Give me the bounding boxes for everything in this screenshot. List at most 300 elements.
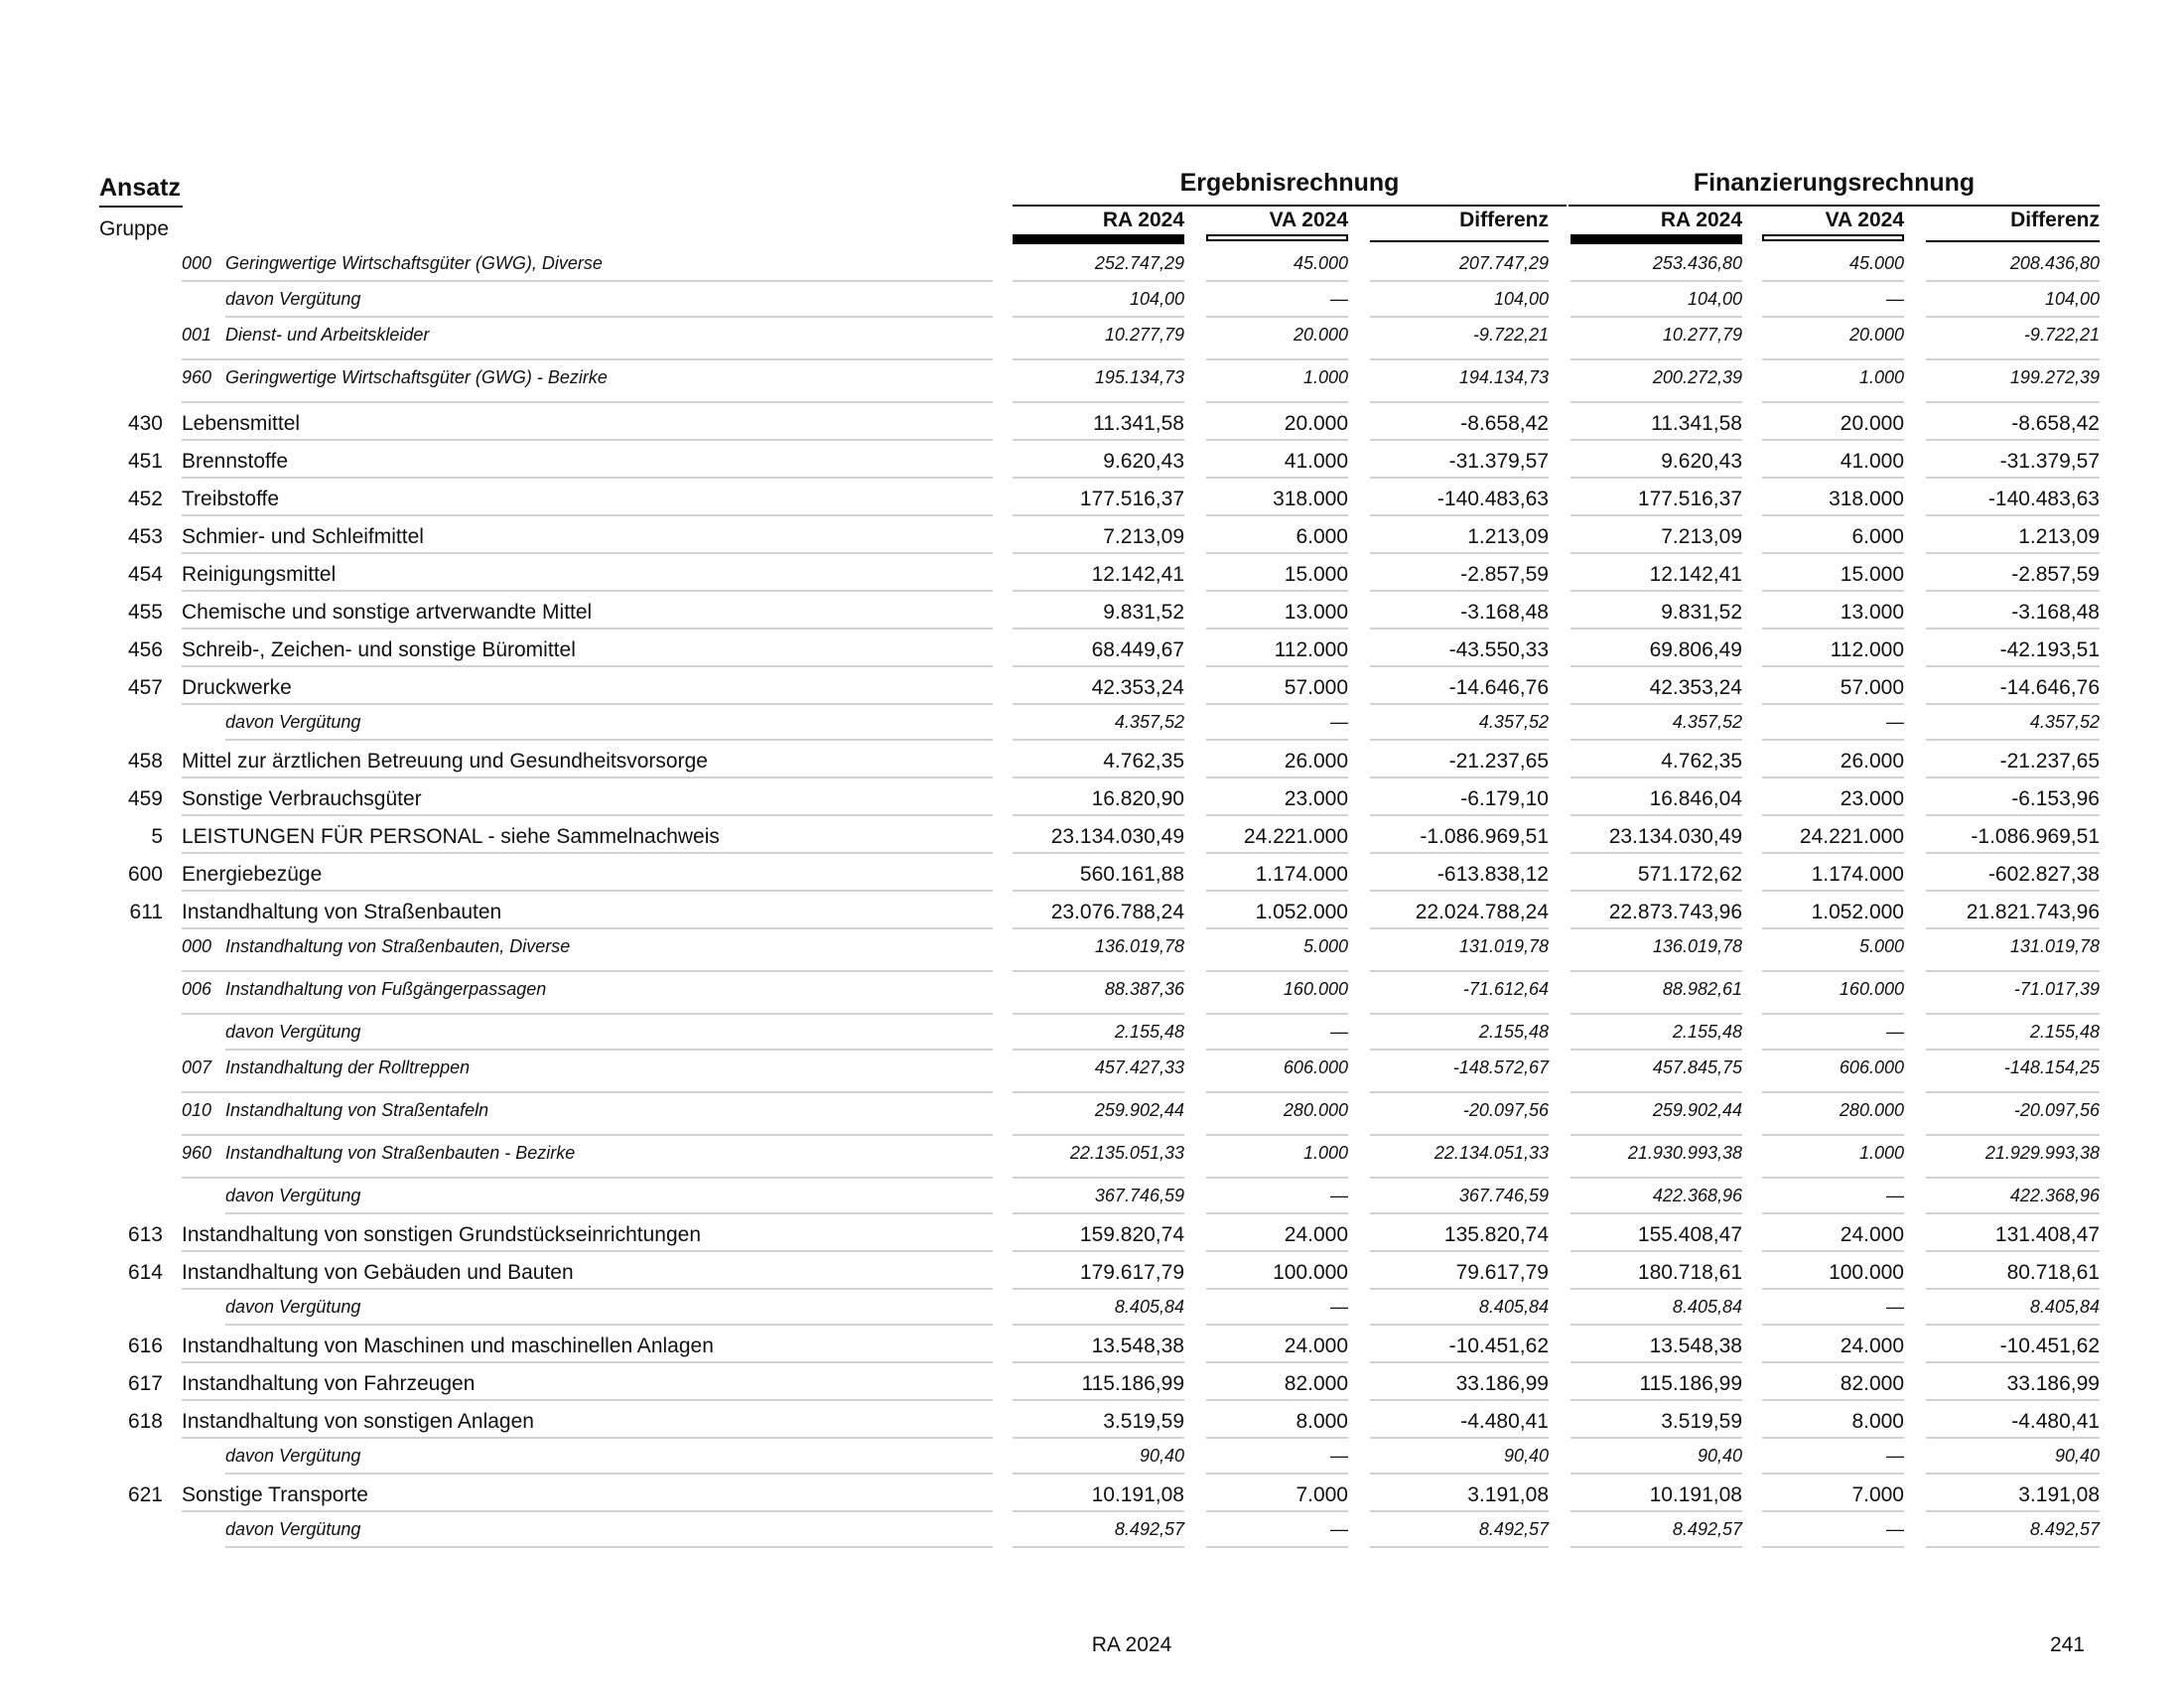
value-cell: 2.155,48 [1478,1022,1549,1042]
value-cell: -6.153,96 [2011,787,2100,810]
value-cell: 68.449,67 [1091,638,1184,661]
row-rule [225,1212,993,1214]
cell-rule [1206,1437,1348,1439]
row-code: 960 [182,367,212,387]
ra-column-marker-solid [1013,234,1184,244]
value-cell: -602.827,38 [1987,863,2100,886]
row-rule [225,1546,993,1548]
value-cell: 1.000 [1302,367,1348,387]
value-cell: 280.000 [1839,1100,1904,1120]
value-cell: 5.000 [1858,936,1904,956]
value-cell: 3.191,08 [2018,1483,2100,1506]
cell-rule [1206,514,1348,516]
value-cell: 318.000 [1829,488,1904,510]
value-cell: 69.806,49 [1649,638,1742,661]
value-cell: -3.168,48 [1460,601,1549,624]
value-cell: 42.353,24 [1649,676,1742,699]
cell-rule [1013,703,1184,705]
cell-rule [1013,1049,1184,1051]
row-code: 5 [151,825,163,848]
row-rule [182,477,993,479]
cell-rule [1926,628,2100,630]
va-column-marker-hollow [1206,234,1348,241]
value-cell: 82.000 [1840,1372,1904,1395]
row-rule [182,552,993,554]
value-cell: 200.272,39 [1652,367,1742,387]
value-cell: 7.213,09 [1661,525,1742,548]
value-cell: 23.000 [1284,787,1348,810]
value-cell: 367.746,59 [1458,1186,1549,1205]
value-cell: 8.405,84 [1672,1297,1742,1317]
col-header-ergebnis-differenz: Differenz [1459,209,1549,231]
value-cell: 208.436,80 [2009,253,2100,273]
cell-rule [1762,1134,1904,1136]
table-subrow [0,1017,2184,1053]
cell-rule [1370,477,1549,479]
cell-rule [1013,814,1184,816]
value-cell: 10.191,08 [1091,1483,1184,1506]
cell-rule [1762,890,1904,892]
value-cell: -1.086.969,51 [1420,825,1549,848]
cell-rule [1370,1361,1549,1363]
cell-rule [1370,514,1549,516]
value-cell: 1.174.000 [1255,863,1348,886]
value-cell: 195.134,73 [1094,367,1184,387]
cell-rule [1926,1134,2100,1136]
cell-rule [1206,439,1348,441]
row-label: Instandhaltung von Straßentafeln [225,1100,489,1120]
cell-rule [1570,590,1742,592]
table-row [0,556,2184,594]
ansatz-heading: Ansatz [99,174,181,202]
row-label: Sonstige Verbrauchsgüter [182,787,422,810]
value-cell: 606.000 [1283,1057,1348,1077]
differenz-column-marker-line [1926,240,2100,242]
value-cell: 57.000 [1284,676,1348,699]
row-code: 456 [127,638,163,661]
cell-rule [1926,1250,2100,1252]
value-cell: — [1330,1186,1348,1205]
value-cell: 3.519,59 [1103,1410,1184,1433]
value-cell: -6.179,10 [1460,787,1549,810]
value-cell: 6.000 [1296,525,1348,548]
cell-rule [1762,665,1904,667]
value-cell: -8.658,42 [1460,412,1549,435]
value-cell: 90,40 [2054,1446,2100,1466]
row-rule [182,852,993,854]
cell-rule [1926,1437,2100,1439]
row-label: Sonstige Transporte [182,1483,368,1506]
cell-rule [1570,1134,1742,1136]
cell-rule [1570,1510,1742,1512]
cell-rule [1370,1510,1549,1512]
cell-rule [1013,280,1184,282]
cell-rule [1762,439,1904,441]
cell-rule [1206,1177,1348,1179]
row-rule [182,1288,993,1290]
cell-rule [1926,814,2100,816]
cell-rule [1570,358,1742,360]
row-code: 457 [127,676,163,699]
value-cell: -10.451,62 [1999,1335,2100,1357]
row-rule [182,1361,993,1363]
row-rule [182,814,993,816]
row-label: Chemische und sonstige artverwandte Mittel [182,601,593,624]
cell-rule [1570,552,1742,554]
cell-rule [1013,970,1184,972]
cell-rule [1206,1134,1348,1136]
value-cell: — [1886,1022,1904,1042]
value-cell: -9.722,21 [1472,325,1549,345]
cell-rule [1013,1212,1184,1214]
cell-rule [1370,890,1549,892]
value-cell: 179.617,79 [1079,1261,1184,1284]
cell-rule [1762,1437,1904,1439]
table-row [0,856,2184,894]
cell-rule [1762,1361,1904,1363]
row-rule [182,665,993,667]
row-rule [182,628,993,630]
row-label: Geringwertige Wirtschaftsgüter (GWG) - Bezirke [225,367,608,387]
cell-rule [1570,514,1742,516]
row-code: 600 [127,863,163,886]
value-cell: -613.838,12 [1436,863,1549,886]
value-cell: 7.213,09 [1103,525,1184,548]
col-header-ergebnis-va-2024: VA 2024 [1269,209,1348,231]
value-cell: 9.831,52 [1661,601,1742,624]
value-cell: 22.873.743,96 [1608,901,1742,923]
row-code: 459 [127,787,163,810]
value-cell: — [1330,1446,1348,1466]
table-row [0,518,2184,556]
value-cell: — [1886,1186,1904,1205]
row-code: 451 [127,450,163,473]
cell-rule [1206,1399,1348,1401]
table-row [0,443,2184,481]
value-cell: 160.000 [1283,979,1348,999]
value-cell: 8.492,57 [1478,1519,1549,1539]
cell-rule [1013,1134,1184,1136]
value-cell: 11.341,58 [1651,412,1742,435]
row-code: 616 [127,1335,163,1357]
value-cell: 160.000 [1839,979,1904,999]
cell-rule [1206,316,1348,318]
cell-rule [1926,280,2100,282]
cell-rule [1013,1013,1184,1015]
cell-rule [1370,1091,1549,1093]
value-cell: 82.000 [1284,1372,1348,1395]
finanzierungsrechnung-rule [1569,205,2100,207]
value-cell: -20.097,56 [2013,1100,2100,1120]
value-cell: 15.000 [1840,563,1904,586]
cell-rule [1926,1510,2100,1512]
cell-rule [1206,927,1348,929]
cell-rule [1926,665,2100,667]
value-cell: -20.097,56 [1462,1100,1549,1120]
cell-rule [1206,1049,1348,1051]
value-cell: 42.353,24 [1091,676,1184,699]
row-rule [182,703,993,705]
row-label: Lebensmittel [182,412,301,435]
value-cell: 4.357,52 [2029,712,2100,732]
value-cell: 252.747,29 [1094,253,1184,273]
cell-rule [1762,358,1904,360]
cell-rule [1570,439,1742,441]
value-cell: -14.646,76 [1448,676,1549,699]
cell-rule [1370,739,1549,741]
row-label: davon Vergütung [225,1519,361,1539]
cell-rule [1206,1091,1348,1093]
cell-rule [1370,703,1549,705]
cell-rule [1570,1288,1742,1290]
table-row [0,1328,2184,1365]
row-rule [182,1177,993,1179]
value-cell: 280.000 [1283,1100,1348,1120]
value-cell: -21.237,65 [1999,750,2100,773]
value-cell: 422.368,96 [2009,1186,2100,1205]
value-cell: 194.134,73 [1458,367,1549,387]
cell-rule [1370,628,1549,630]
row-code: 621 [127,1483,163,1506]
value-cell: 104,00 [2044,289,2100,309]
row-label: Instandhaltung von Straßenbauten - Bezirke [225,1143,576,1163]
cell-rule [1013,1324,1184,1326]
value-cell: -4.480,41 [1460,1410,1549,1433]
row-code: 001 [182,325,212,345]
cell-rule [1370,1324,1549,1326]
cell-rule [1926,927,2100,929]
table-subrow [0,1514,2184,1550]
row-rule [182,1250,993,1252]
cell-rule [1926,1212,2100,1214]
value-cell: -31.379,57 [1448,450,1549,473]
value-cell: 606.000 [1839,1057,1904,1077]
row-label: davon Vergütung [225,289,361,309]
cell-rule [1926,1546,2100,1548]
cell-rule [1206,1546,1348,1548]
value-cell: 8.000 [1851,1410,1904,1433]
cell-rule [1926,477,2100,479]
row-label: davon Vergütung [225,1297,361,1317]
row-code: 458 [127,750,163,773]
value-cell: -9.722,21 [2023,325,2100,345]
cell-rule [1370,552,1549,554]
cell-rule [1570,1091,1742,1093]
value-cell: 3.519,59 [1661,1410,1742,1433]
cell-rule [1370,1399,1549,1401]
cell-rule [1013,776,1184,778]
cell-rule [1926,514,2100,516]
row-rule [182,1437,993,1439]
cell-rule [1762,814,1904,816]
cell-rule [1926,316,2100,318]
table-row [0,594,2184,632]
value-cell: -10.451,62 [1448,1335,1549,1357]
cell-rule [1013,1399,1184,1401]
table-row [0,1216,2184,1254]
row-code: 010 [182,1100,212,1120]
cell-rule [1370,970,1549,972]
cell-rule [1762,1250,1904,1252]
cell-rule [1370,1212,1549,1214]
value-cell: 9.620,43 [1661,450,1742,473]
row-label: davon Vergütung [225,1446,361,1466]
cell-rule [1206,703,1348,705]
row-code: 617 [127,1372,163,1395]
row-code: 611 [129,901,163,923]
value-cell: 457.427,33 [1094,1057,1184,1077]
table-row [0,818,2184,856]
cell-rule [1370,358,1549,360]
ansatz-underline [99,206,183,208]
value-cell: — [1886,1297,1904,1317]
value-cell: 8.000 [1296,1410,1348,1433]
value-cell: -1.086.969,51 [1971,825,2100,848]
value-cell: 4.762,35 [1103,750,1184,773]
value-cell: 180.718,61 [1637,1261,1742,1284]
cell-rule [1013,890,1184,892]
va-column-marker-hollow [1762,234,1904,241]
row-label: davon Vergütung [225,1022,361,1042]
value-cell: 560.161,88 [1079,863,1184,886]
cell-rule [1206,852,1348,854]
value-cell: 90,40 [1503,1446,1549,1466]
row-code: 007 [182,1057,212,1077]
row-label: Geringwertige Wirtschaftsgüter (GWG), Diverse [225,253,603,273]
value-cell: 253.436,80 [1652,253,1742,273]
row-label: Schmier- und Schleifmittel [182,525,424,548]
value-cell: — [1330,1297,1348,1317]
cell-rule [1370,1437,1549,1439]
cell-rule [1013,1473,1184,1475]
table-subrow [0,1138,2184,1181]
cell-rule [1762,970,1904,972]
row-rule [182,514,993,516]
value-cell: 45.000 [1293,253,1348,273]
value-cell: 24.221.000 [1243,825,1348,848]
value-cell: 8.492,57 [2029,1519,2100,1539]
value-cell: 3.191,08 [1467,1483,1549,1506]
value-cell: 13.000 [1284,601,1348,624]
value-cell: 20.000 [1284,412,1348,435]
cell-rule [1926,739,2100,741]
value-cell: 100.000 [1829,1261,1904,1284]
value-cell: 1.052.000 [1811,901,1904,923]
value-cell: 12.142,41 [1091,563,1184,586]
table-subrow [0,1292,2184,1328]
ergebnisrechnung-rule [1013,205,1567,207]
row-rule [182,927,993,929]
row-rule [182,358,993,360]
col-header-finanz-differenz: Differenz [2010,209,2100,231]
table-row [0,1365,2184,1403]
cell-rule [1926,439,2100,441]
row-label: Mittel zur ärztlichen Betreuung und Gesundheitsvorsorge [182,750,708,773]
value-cell: 259.902,44 [1094,1100,1184,1120]
value-cell: 33.186,99 [2006,1372,2100,1395]
cell-rule [1926,1177,2100,1179]
cell-rule [1013,1546,1184,1548]
row-code: 006 [182,979,212,999]
cell-rule [1926,1288,2100,1290]
gruppe-heading: Gruppe [99,217,170,240]
ra-column-marker-solid [1570,234,1742,244]
cell-rule [1926,1324,2100,1326]
col-header-finanz-ra-2024: RA 2024 [1660,209,1742,231]
value-cell: — [1886,712,1904,732]
table-subrow [0,362,2184,405]
value-cell: -3.168,48 [2011,601,2100,624]
value-cell: 22.134.051,33 [1433,1143,1549,1163]
cell-rule [1570,280,1742,282]
cell-rule [1570,665,1742,667]
value-cell: 23.134.030,49 [1050,825,1184,848]
cell-rule [1762,316,1904,318]
cell-rule [1013,1250,1184,1252]
value-cell: 24.000 [1840,1223,1904,1246]
cell-rule [1762,1212,1904,1214]
row-label: Instandhaltung von Fahrzeugen [182,1372,476,1395]
row-code: 455 [127,601,163,624]
table-subrow [0,1181,2184,1216]
cell-rule [1013,316,1184,318]
cell-rule [1206,665,1348,667]
table-row [0,632,2184,669]
cell-rule [1762,1177,1904,1179]
cell-rule [1206,970,1348,972]
cell-rule [1926,1399,2100,1401]
value-cell: 2.155,48 [1114,1022,1184,1042]
cell-rule [1206,776,1348,778]
cell-rule [1570,852,1742,854]
cell-rule [1762,280,1904,282]
table-row [0,1403,2184,1441]
table-subrow [0,320,2184,362]
value-cell: 21.929.993,38 [1984,1143,2100,1163]
cell-rule [1206,358,1348,360]
cell-rule [1762,1473,1904,1475]
cell-rule [1570,1212,1742,1214]
cell-rule [1013,1510,1184,1512]
value-cell: -14.646,76 [1999,676,2100,699]
value-cell: 22.024.788,24 [1415,901,1549,923]
cell-rule [1762,852,1904,854]
value-cell: — [1886,1446,1904,1466]
value-cell: -140.483,63 [1436,488,1549,510]
cell-rule [1926,358,2100,360]
cell-rule [1206,1510,1348,1512]
cell-rule [1762,1288,1904,1290]
value-cell: 20.000 [1840,412,1904,435]
value-cell: 24.000 [1840,1335,1904,1357]
cell-rule [1762,1324,1904,1326]
value-cell: 24.000 [1284,1223,1348,1246]
row-label: Brennstoffe [182,450,289,473]
cell-rule [1762,703,1904,705]
cell-rule [1370,814,1549,816]
ergebnisrechnung-title: Ergebnisrechnung [1179,169,1400,197]
value-cell: 199.272,39 [2009,367,2100,387]
value-cell: 1.174.000 [1811,863,1904,886]
cell-rule [1762,1546,1904,1548]
value-cell: -42.193,51 [1999,638,2100,661]
cell-rule [1926,776,2100,778]
cell-rule [1206,814,1348,816]
cell-rule [1370,1177,1549,1179]
footer-document-label: RA 2024 [1091,1633,1172,1656]
value-cell: 104,00 [1493,289,1549,309]
row-rule [182,1091,993,1093]
